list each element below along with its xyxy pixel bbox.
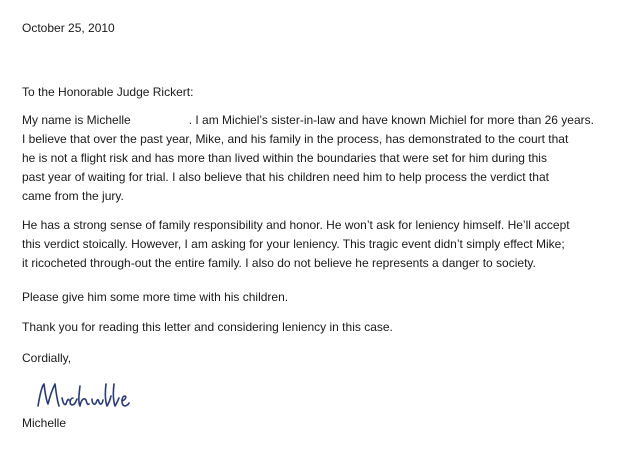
paragraph-2-line-2: this verdict stoically. However, I am asking for your leniency. This tragic event didn’t simply effect Mike; — [22, 237, 565, 251]
signer-name: Michelle — [22, 416, 67, 430]
paragraph-1-line-1 — [22, 111, 594, 130]
paragraph-1-line-4: past year of waiting for trial. I also believe that his children need him to help process the verdict that — [22, 170, 549, 184]
paragraph-1-line-3: he is not a flight risk and has more than lived within the boundaries that were set for him during this — [22, 151, 547, 165]
paragraph-1-line-2: I believe that over the past year, Mike, and his family in the process, has demonstrated to the court that — [22, 132, 569, 146]
closing: Cordially, — [22, 351, 72, 365]
paragraph-2-line-1: He has a strong sense of family responsibility and honor. He won’t ask for leniency himself. He’ll accept — [22, 218, 570, 232]
name-intro-continued: . I am Michiel’s sister-in-law and have known Michiel for more than 26 years. — [188, 113, 594, 127]
paragraph-4: Thank you for reading this letter and considering leniency in this case. — [22, 320, 393, 334]
paragraph-1-line-5: came from the jury. — [22, 189, 124, 203]
salutation: To the Honorable Judge Rickert: — [22, 85, 194, 99]
paragraph-2-line-3: it ricocheted through-out the entire family. I also do not believe he represents a danger to society. — [22, 256, 536, 270]
paragraph-3: Please give him some more time with his children. — [22, 290, 289, 304]
name-intro: My name is Michelle — [22, 113, 131, 127]
letter-date: October 25, 2010 — [22, 21, 115, 35]
handwritten-signature — [32, 376, 132, 418]
